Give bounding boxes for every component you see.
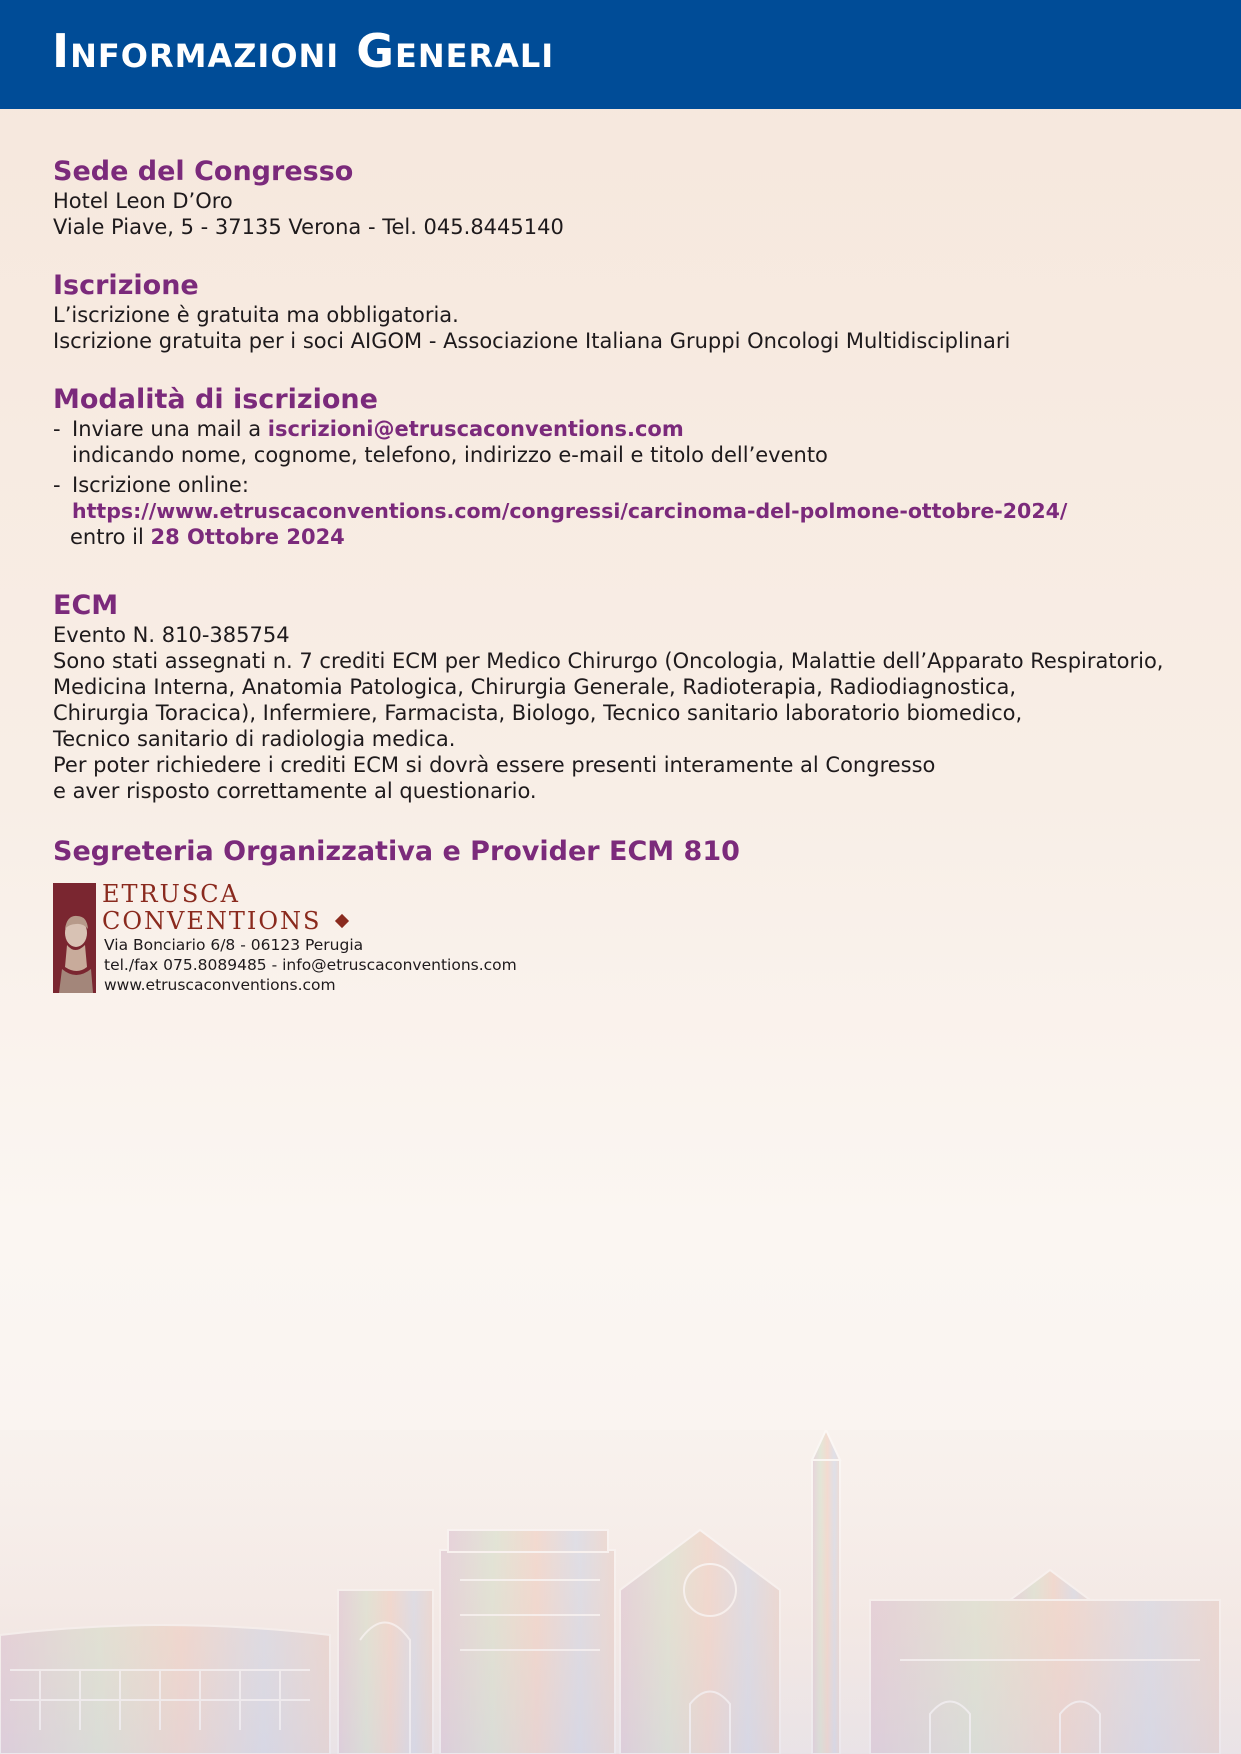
logo-line-2: CONVENTIONS [102, 907, 322, 935]
bullet-dash: - [53, 473, 61, 497]
logo-line-1: ETRUSCA [102, 880, 240, 908]
etrusca-logo-icon [53, 883, 96, 993]
registration-email-link[interactable]: iscrizioni@etruscaconventions.com [267, 417, 684, 441]
ecm-line: Per poter richiedere i crediti ECM si dovrà essere presenti interamente al Congresso [53, 753, 936, 777]
iscrizione-line1: L’iscrizione è gratuita ma obbligatoria. [53, 303, 459, 327]
ecm-line: Sono stati assegnati n. 7 crediti ECM per Medico Chirurgo (Oncologia, Malattie dell’Apparato Respiratorio, [53, 649, 1164, 673]
sede-title: Sede del Congresso [53, 156, 354, 187]
segreteria-title: Segreteria Organizzativa e Provider ECM 810 [53, 836, 740, 867]
sede-hotel: Hotel Leon D’Oro [53, 189, 233, 213]
modalita-bullet-email [53, 416, 1203, 442]
online-label: Iscrizione online: [72, 473, 249, 497]
ecm-line: e aver risposto correttamente al questionario. [53, 779, 537, 803]
logo-wordmark [102, 881, 322, 935]
ecm-line: Medicina Interna, Anatomia Patologica, Chirurgia Generale, Radioterapia, Radiodiagnostica, [53, 675, 1017, 699]
ecm-line: Evento N. 810-385754 [53, 623, 290, 647]
main-content [53, 156, 1203, 868]
verona-skyline-illustration [0, 1430, 1241, 1754]
organizer-website[interactable]: www.etruscaconventions.com [104, 976, 336, 994]
organizer-block [53, 880, 653, 995]
diamond-icon [335, 914, 349, 928]
sede-address: Viale Piave, 5 - 37135 Verona - Tel. 045.8445140 [53, 215, 564, 239]
ecm-title: ECM [53, 590, 119, 621]
iscrizione-title: Iscrizione [53, 270, 199, 301]
deadline-prefix: entro il [70, 525, 151, 549]
ecm-line: Tecnico sanitario di radiologia medica. [53, 727, 456, 751]
modalita-email-details: indicando nome, cognome, telefono, indirizzo e-mail e titolo dell’evento [72, 443, 828, 467]
modalita-bullet-online [53, 472, 1203, 498]
organizer-phone-email[interactable]: tel./fax 075.8089485 - info@etruscaconventions.com [104, 956, 517, 974]
header-bar [0, 0, 1241, 109]
page-title: Informazioni Generali [52, 24, 555, 78]
modalita-title: Modalità di iscrizione [53, 384, 378, 415]
organizer-contacts [104, 935, 517, 995]
ecm-line: Chirurgia Toracica), Infermiere, Farmacista, Biologo, Tecnico sanitario laboratorio biomedico, [53, 701, 1023, 725]
iscrizione-line2: Iscrizione gratuita per i soci AIGOM - Associazione Italiana Gruppi Oncologi Multidisciplinari [53, 329, 1011, 353]
bullet-dash: - [53, 417, 61, 441]
deadline-date: 28 Ottobre 2024 [150, 525, 345, 549]
modalita-deadline [53, 524, 1203, 550]
email-prefix: Inviare una mail a [72, 417, 268, 441]
registration-url-link[interactable]: https://www.etruscaconventions.com/congressi/carcinoma-del-polmone-ottobre-2024/ [72, 499, 1068, 523]
organizer-address: Via Bonciario 6/8 - 06123 Perugia [104, 936, 364, 954]
